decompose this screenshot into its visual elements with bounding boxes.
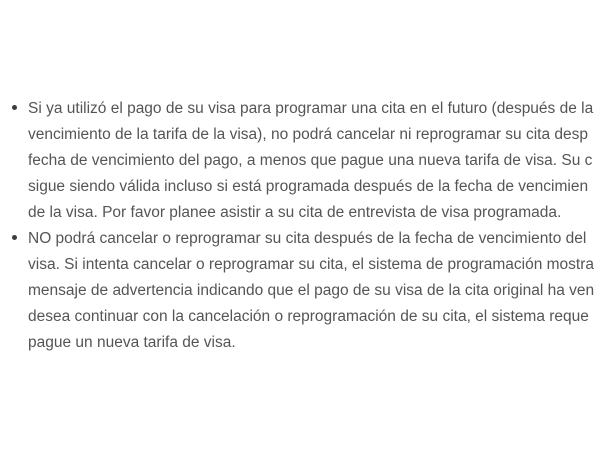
bullet-dot-icon xyxy=(12,235,17,240)
text-line: fecha de vencimiento del pago, a menos que pague una nueva tarifa de visa. Su c xyxy=(28,152,593,169)
bullet-dot-icon xyxy=(12,105,17,110)
text-line: vencimiento de la tarifa de la visa), no podrá cancelar ni reprogramar su cita desp xyxy=(28,126,589,143)
text-line: pague un nueva tarifa de visa. xyxy=(28,334,236,351)
text-line: de la visa. Por favor planee asistir a su cita de entrevista de visa programada. xyxy=(28,204,562,221)
text-line: desea continuar con la cancelación o reprogramación de su cita, el sistema reque xyxy=(28,308,589,325)
text-line: Si ya utilizó el pago de su visa para programar una cita en el futuro (después de la xyxy=(28,100,594,117)
text-line: mensaje de advertencia indicando que el pago de su visa de la cita original ha ven xyxy=(28,282,595,299)
list-item xyxy=(0,96,594,226)
list-item xyxy=(0,226,594,356)
text-line: NO podrá cancelar o reprogramar su cita después de la fecha de vencimiento del xyxy=(28,230,587,247)
visa-notice-list xyxy=(0,96,594,356)
text-line: visa. Si intenta cancelar o reprogramar su cita, el sistema de programación mostra xyxy=(28,256,594,273)
text-line: sigue siendo válida incluso si está programada después de la fecha de vencimien xyxy=(28,178,589,195)
